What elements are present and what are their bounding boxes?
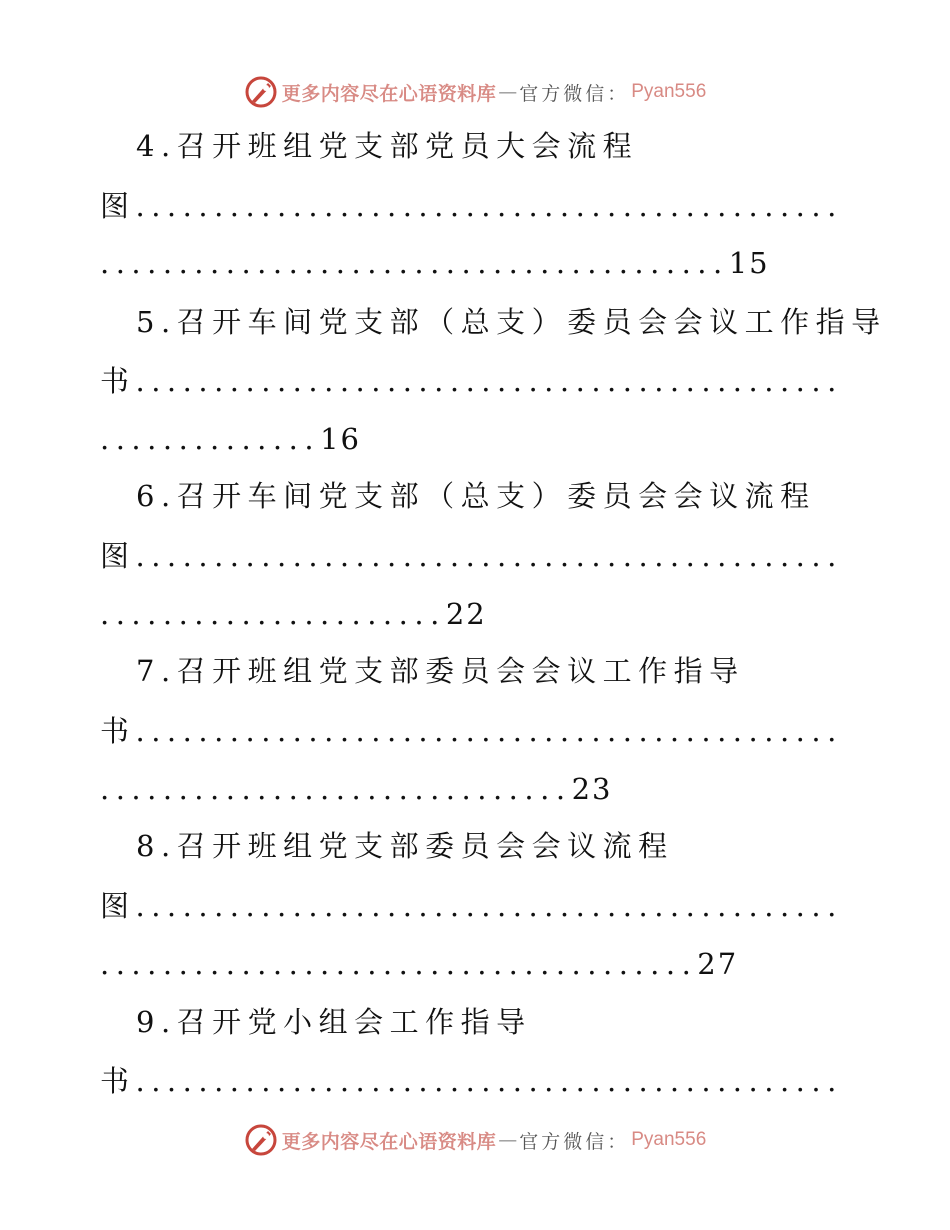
quill-logo-icon <box>244 1123 278 1157</box>
toc-entry-title: 4.召开班组党支部党员大会流程 <box>136 129 639 163</box>
header-watermark <box>0 70 950 114</box>
page-number: 23 <box>571 772 613 806</box>
toc-entry-dots <box>100 769 612 809</box>
page-number: 27 <box>697 947 739 981</box>
dot-leader: ...................................... <box>100 947 698 981</box>
watermark-text: 更多内容尽在心语资料库 <box>281 1130 497 1153</box>
watermark-id: Pyan556 <box>631 81 707 102</box>
quill-logo-icon <box>244 75 278 109</box>
page-number: 15 <box>728 246 770 280</box>
toc-entry-title: 5.召开车间党支部（总支）委员会会议工作指导 <box>136 305 887 339</box>
toc-entry-leader: 图............................................. <box>100 539 843 573</box>
toc-entry-title: 7.召开班组党支部委员会会议工作指导 <box>136 654 745 688</box>
toc-entry-leader: 书............................................. <box>100 364 843 398</box>
toc-entry-dots <box>100 944 738 984</box>
watermark-id: Pyan556 <box>631 1129 707 1150</box>
toc-entry-title: 9.召开党小组会工作指导 <box>136 1005 532 1039</box>
toc-entry-title: 6.召开车间党支部（总支）委员会会议流程 <box>136 479 816 513</box>
watermark-separator: — <box>498 81 518 103</box>
dot-leader: ........................................ <box>100 246 729 280</box>
watermark-separator: — <box>498 1129 518 1151</box>
toc-entry-title: 8.召开班组党支部委员会会议流程 <box>136 829 674 863</box>
page-number: 22 <box>445 597 487 631</box>
watermark-text: 更多内容尽在心语资料库 <box>281 82 497 105</box>
toc-entry-dots <box>100 419 361 459</box>
toc-entry-dots <box>100 243 770 283</box>
dot-leader: .............. <box>100 422 321 456</box>
toc-entry-leader: 图............................................. <box>100 889 843 923</box>
footer-watermark <box>0 1118 950 1162</box>
watermark-label: 官方微信： <box>519 82 630 105</box>
page-number: 16 <box>320 422 361 456</box>
toc-entry-dots <box>100 594 487 634</box>
toc-entry-leader: 书............................................. <box>100 714 843 748</box>
dot-leader: .............................. <box>100 772 572 806</box>
watermark-label: 官方微信： <box>519 1130 630 1153</box>
toc-entry-leader: 图............................................. <box>100 189 843 223</box>
dot-leader: ...................... <box>100 597 446 631</box>
toc-entry-leader: 书............................................. <box>100 1064 843 1098</box>
